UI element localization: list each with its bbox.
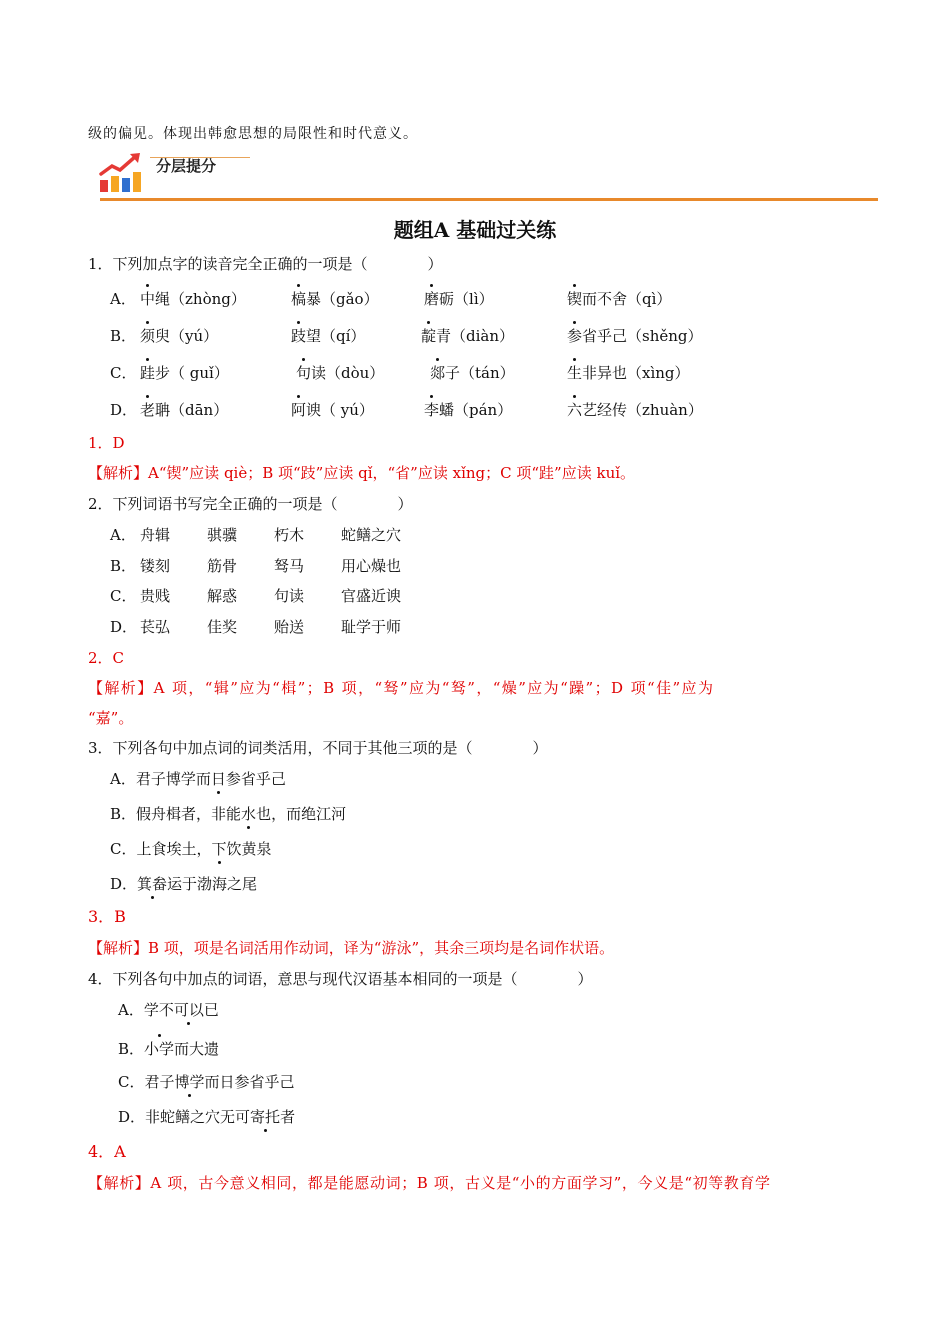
q1-b-item-1: 须臾（yú）: [140, 327, 219, 345]
q1-d-item-4: 六艺经传（zhuàn）: [567, 401, 703, 419]
option-letter: A．: [110, 526, 136, 544]
q1-analysis: 【解析】A“锲”应读 qiè；B 项“跂”应读 qǐ，“省”应读 xǐng；C 项“跬”应读 kuǐ。: [88, 464, 636, 482]
q1-d-item-1: 老聃（dān）: [140, 401, 229, 419]
q1-a-item-1: 中绳（zhòng）: [140, 290, 246, 308]
q4-option-c: C．君子博学而日参省乎己: [118, 1073, 295, 1091]
q2-word: 驽马: [274, 557, 305, 575]
q2-word: 佳奖: [207, 618, 238, 636]
section-label: 分层提分: [156, 157, 217, 175]
q2-answer: 2．C: [88, 649, 125, 667]
q1-c-item-2: 句读（dòu）: [296, 364, 385, 382]
q2-word: 蛇鳝之穴: [341, 526, 402, 544]
q1-c-item-3: 郯子（tán）: [430, 364, 515, 382]
q2-word: 句读: [274, 587, 305, 605]
q3-stem: 3．下列各句中加点词的词类活用，不同于其他三项的是（ ）: [88, 739, 548, 757]
q1-b-item-2: 跂望（qí）: [291, 327, 366, 345]
q4-stem: 4．下列各句中加点的词语，意思与现代汉语基本相同的一项是（ ）: [88, 970, 593, 988]
q1-stem: 1．下列加点字的读音完全正确的一项是（ ）: [88, 255, 443, 273]
q4-option-a: A．学不可以已: [118, 1001, 219, 1019]
q2-word: 朽木: [274, 526, 305, 544]
q2-stem: 2．下列词语书写完全正确的一项是（ ）: [88, 495, 413, 513]
q1-answer: 1．D: [88, 434, 125, 452]
q1-a-item-3: 磨砺（lì）: [424, 290, 494, 308]
q2-word: 骐骥: [207, 526, 238, 544]
q1-a-item-4: 锲而不舍（qì）: [567, 290, 672, 308]
q2-word: 贻送: [274, 618, 305, 636]
option-letter: A．: [110, 290, 136, 308]
q2-analysis-cont: “嘉”。: [88, 709, 134, 727]
group-title: 题组A 基础过关练: [393, 218, 557, 242]
option-letter: D．: [110, 618, 138, 636]
q2-word: 舟辑: [140, 526, 171, 544]
q2-word: 官盛近谀: [341, 587, 402, 605]
option-letter: C．: [110, 364, 137, 382]
q2-word: 贵贱: [140, 587, 171, 605]
header-divider: [100, 198, 878, 201]
option-letter: C．: [110, 587, 137, 605]
q2-word: 筋骨: [207, 557, 238, 575]
option-letter: D．: [110, 401, 138, 419]
q2-word: 苌弘: [140, 618, 171, 636]
q2-analysis: 【解析】A 项，“辑”应为“楫”；B 项，“驽”应为“驽”，“燥”应为“躁”；D 项“佳”应为: [88, 679, 715, 697]
q4-option-b: B．小学而大遗: [118, 1040, 220, 1058]
option-letter: B．: [110, 327, 137, 345]
q2-word: 耻学于师: [341, 618, 402, 636]
q2-word: 镂刻: [140, 557, 171, 575]
q3-analysis: 【解析】B 项，项是名词活用作动词，译为“游泳”，其余三项均是名词作状语。: [88, 939, 615, 957]
q2-word: 解惑: [207, 587, 238, 605]
q2-word: 用心燥也: [341, 557, 402, 575]
q1-a-item-2: 槁暴（gǎo）: [291, 290, 379, 308]
q3-option-d: D．箕畚运于渤海之尾: [110, 875, 258, 893]
growth-chart-icon: [98, 150, 146, 194]
q1-d-item-3: 李蟠（pán）: [424, 401, 513, 419]
q4-analysis: 【解析】A 项，古今意义相同，都是能愿动词；B 项，古义是“小的方面学习”，今义是“初等教育学: [88, 1174, 771, 1192]
intro-line: 级的偏见。体现出韩愈思想的局限性和时代意义。: [88, 126, 418, 142]
q1-b-item-3: 靛青（diàn）: [421, 327, 515, 345]
q3-answer: 3．B: [88, 907, 126, 926]
option-letter: B．: [110, 557, 137, 575]
q4-answer: 4．A: [88, 1142, 126, 1161]
q1-c-item-4: 生非异也（xìng）: [567, 364, 690, 382]
q1-b-item-4: 参省乎己（shěng）: [567, 327, 703, 345]
q3-option-a: A．君子博学而日参省乎己: [110, 770, 286, 788]
q3-option-b: B．假舟楫者，非能水也，而绝江河: [110, 805, 347, 823]
q3-option-c: C．上食埃土，下饮黄泉: [110, 840, 272, 858]
q1-d-item-2: 阿谀（ yú）: [291, 401, 374, 419]
q4-option-d: D．非蛇鳝之穴无可寄托者: [118, 1108, 296, 1126]
q1-c-item-1: 跬步（ guǐ）: [140, 364, 229, 382]
